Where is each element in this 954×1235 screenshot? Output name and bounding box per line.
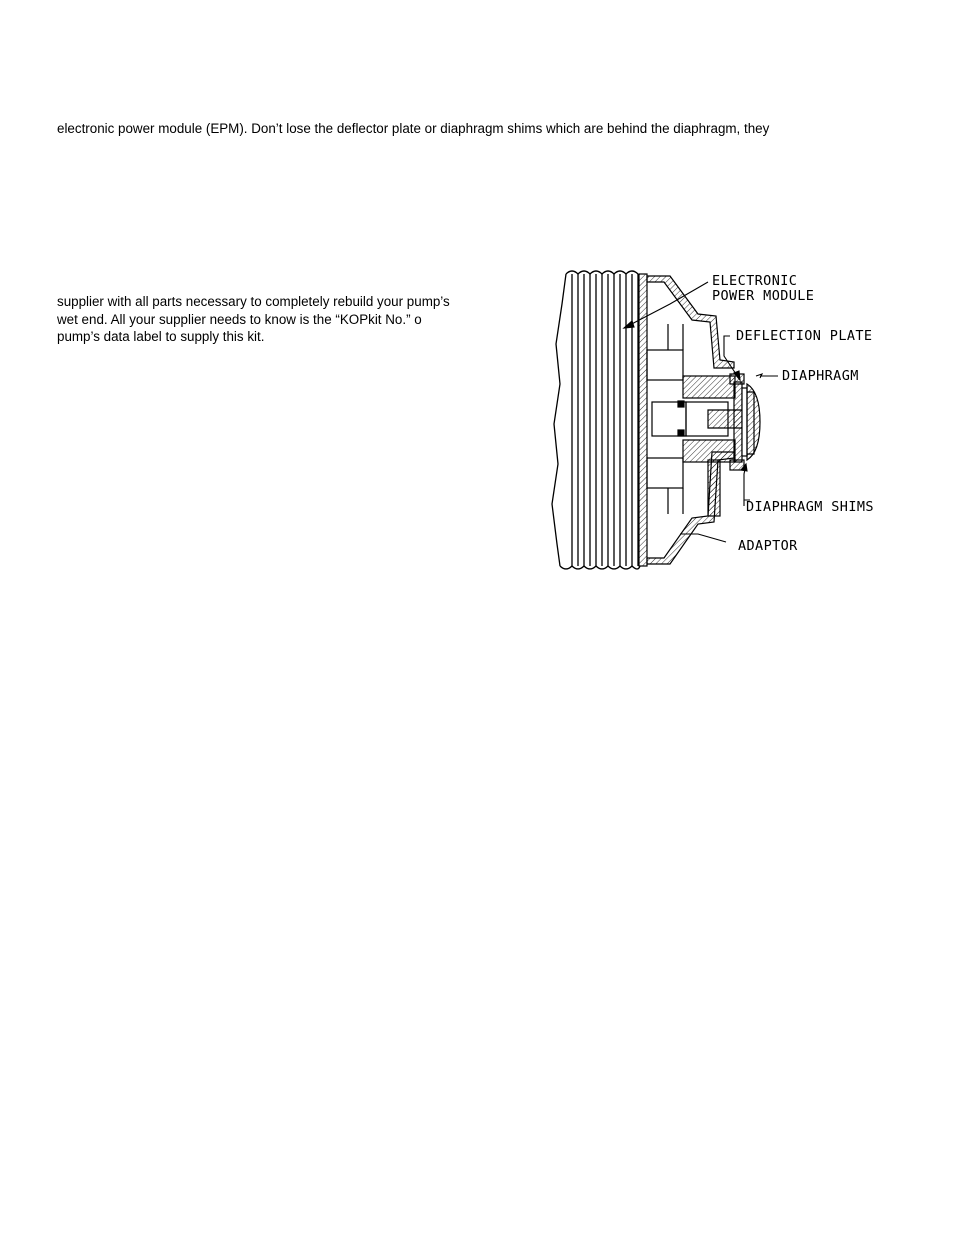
label-diaphragm-shims: DIAPHRAGM SHIMS bbox=[746, 499, 874, 515]
motor-housing bbox=[552, 271, 640, 569]
diaphragm-assembly bbox=[734, 382, 760, 462]
paragraph-kopkit bbox=[57, 293, 450, 346]
paragraph-line: electronic power module (EPM). Don’t lose the deflector plate or diaphragm shims which are behind the diaphragm, they bbox=[57, 121, 770, 136]
internal-parts bbox=[647, 324, 746, 516]
paragraph-line: supplier with all parts necessary to completely rebuild your pump’s bbox=[57, 294, 450, 309]
label-epm-line1: ELECTRONIC bbox=[712, 273, 798, 289]
label-epm-line2: POWER MODULE bbox=[712, 288, 815, 304]
paragraph-line: pump’s data label to supply this kit. bbox=[57, 329, 265, 344]
pump-cross-section-diagram bbox=[548, 264, 918, 574]
paragraph-line: wet end. All your supplier needs to know is the “KOPkit No.” o bbox=[57, 311, 422, 327]
label-diaphragm: DIAPHRAGM bbox=[782, 368, 859, 384]
label-adaptor: ADAPTOR bbox=[738, 538, 798, 554]
label-deflection-plate: DEFLECTION PLATE bbox=[736, 328, 873, 344]
